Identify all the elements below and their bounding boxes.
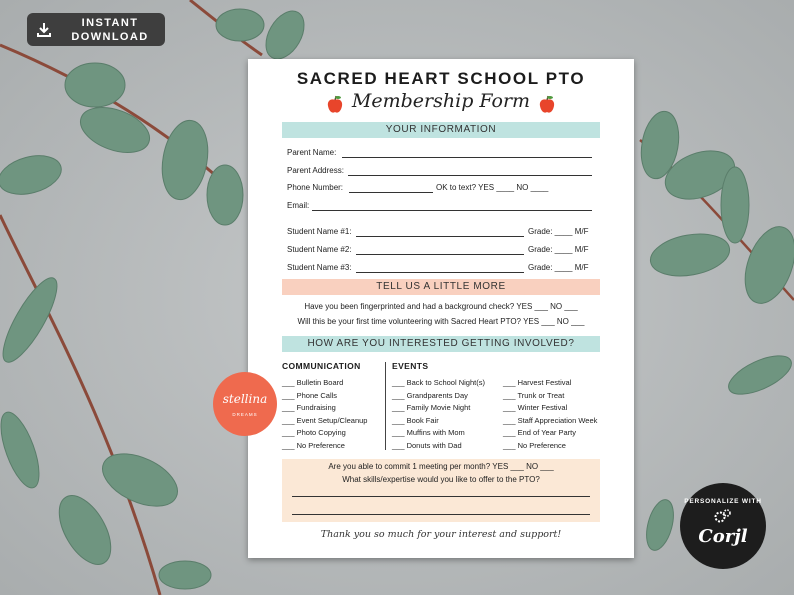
student-1-field[interactable]: [356, 236, 524, 237]
parent-name-label: Parent Name:: [287, 148, 337, 157]
events-list-col1: [392, 377, 485, 453]
event-item[interactable]: ___ No Preference: [503, 440, 566, 450]
corjl-tagline: PERSONALIZE WITH: [684, 498, 762, 505]
event-item[interactable]: ___ Donuts with Dad: [392, 440, 462, 450]
events-heading: EVENTS: [392, 361, 429, 371]
corjl-brand: Corjl: [698, 526, 748, 547]
form-subtitle: Membership Form: [351, 90, 531, 112]
student-3-label: Student Name #3:: [287, 263, 352, 272]
email-label: Email:: [287, 201, 310, 210]
student-1-grade: Grade: ____ M/F: [528, 227, 589, 236]
event-item[interactable]: ___ Muffins with Mom: [392, 428, 465, 438]
student-2-label: Student Name #2:: [287, 245, 352, 254]
student-1-label: Student Name #1:: [287, 227, 352, 236]
event-item[interactable]: ___ End of Year Party: [503, 428, 576, 438]
communication-item[interactable]: ___ Photo Copying: [282, 428, 346, 438]
event-item[interactable]: ___ Winter Festival: [503, 403, 568, 413]
event-item[interactable]: ___ Harvest Festival: [503, 378, 572, 387]
gears-icon: [714, 508, 732, 524]
stellina-sub: DREAMS: [232, 412, 258, 417]
parent-address-label: Parent Address:: [287, 166, 344, 175]
event-item[interactable]: ___ Staff Appreciation Week: [503, 415, 598, 425]
student-2-field[interactable]: [356, 254, 524, 255]
stellina-dreams-logo: [213, 372, 277, 436]
skills-field-line[interactable]: [292, 496, 590, 497]
apple-icon: [538, 95, 556, 115]
communication-item[interactable]: ___ Bulletin Board: [282, 378, 344, 387]
question-commit: Are you able to commit 1 meeting per month? YES ___ NO ___: [328, 462, 554, 471]
membership-form-page: [248, 59, 634, 558]
event-item[interactable]: ___ Family Movie Night: [392, 403, 471, 413]
events-list-col2: [503, 377, 597, 453]
communication-item[interactable]: ___ Fundraising: [282, 403, 336, 413]
skills-field-line[interactable]: [292, 514, 590, 515]
instant-download-badge: [27, 13, 165, 46]
phone-number-label: Phone Number:: [287, 183, 344, 192]
event-item[interactable]: ___ Back to School Night(s): [392, 378, 485, 387]
event-item[interactable]: ___ Trunk or Treat: [503, 390, 565, 400]
section-tell-us-more: TELL US A LITTLE MORE: [282, 279, 600, 295]
question-skills: What skills/expertise would you like to offer to the PTO?: [342, 475, 540, 484]
column-divider: [385, 362, 386, 450]
stellina-name: stellina: [222, 392, 268, 406]
badge-line1: INSTANT: [81, 16, 139, 29]
form-title: SACRED HEART SCHOOL PTO: [296, 69, 586, 88]
communication-item[interactable]: ___ No Preference: [282, 440, 345, 450]
communication-list: [282, 377, 367, 453]
thank-you-note: Thank you so much for your interest and support!: [320, 529, 562, 540]
parent-name-field[interactable]: [342, 157, 592, 158]
section-your-information: YOUR INFORMATION: [282, 122, 600, 138]
section-getting-involved: HOW ARE YOU INTERESTED GETTING INVOLVED?: [282, 336, 600, 352]
event-item[interactable]: ___ Grandparents Day: [392, 390, 468, 400]
badge-line2: DOWNLOAD: [71, 30, 149, 43]
student-3-field[interactable]: [356, 272, 524, 273]
download-icon: [27, 22, 61, 38]
phone-number-field[interactable]: [349, 192, 433, 193]
question-fingerprint: Have you been fingerprinted and had a background check? YES ___ NO ___: [304, 302, 578, 311]
corjl-badge: [680, 483, 766, 569]
communication-item[interactable]: ___ Phone Calls: [282, 390, 338, 400]
ok-to-text-label: OK to text? YES ____ NO ____: [436, 183, 549, 192]
student-2-grade: Grade: ____ M/F: [528, 245, 589, 254]
communication-heading: COMMUNICATION: [282, 361, 361, 371]
commitment-box: [282, 459, 600, 522]
student-3-grade: Grade: ____ M/F: [528, 263, 589, 272]
event-item[interactable]: ___ Book Fair: [392, 415, 439, 425]
email-field[interactable]: [312, 210, 592, 211]
parent-address-field[interactable]: [348, 175, 592, 176]
communication-item[interactable]: ___ Event Setup/Cleanup: [282, 415, 368, 425]
question-first-time: Will this be your first time volunteering with Sacred Heart PTO? YES ___ NO ___: [297, 317, 585, 326]
